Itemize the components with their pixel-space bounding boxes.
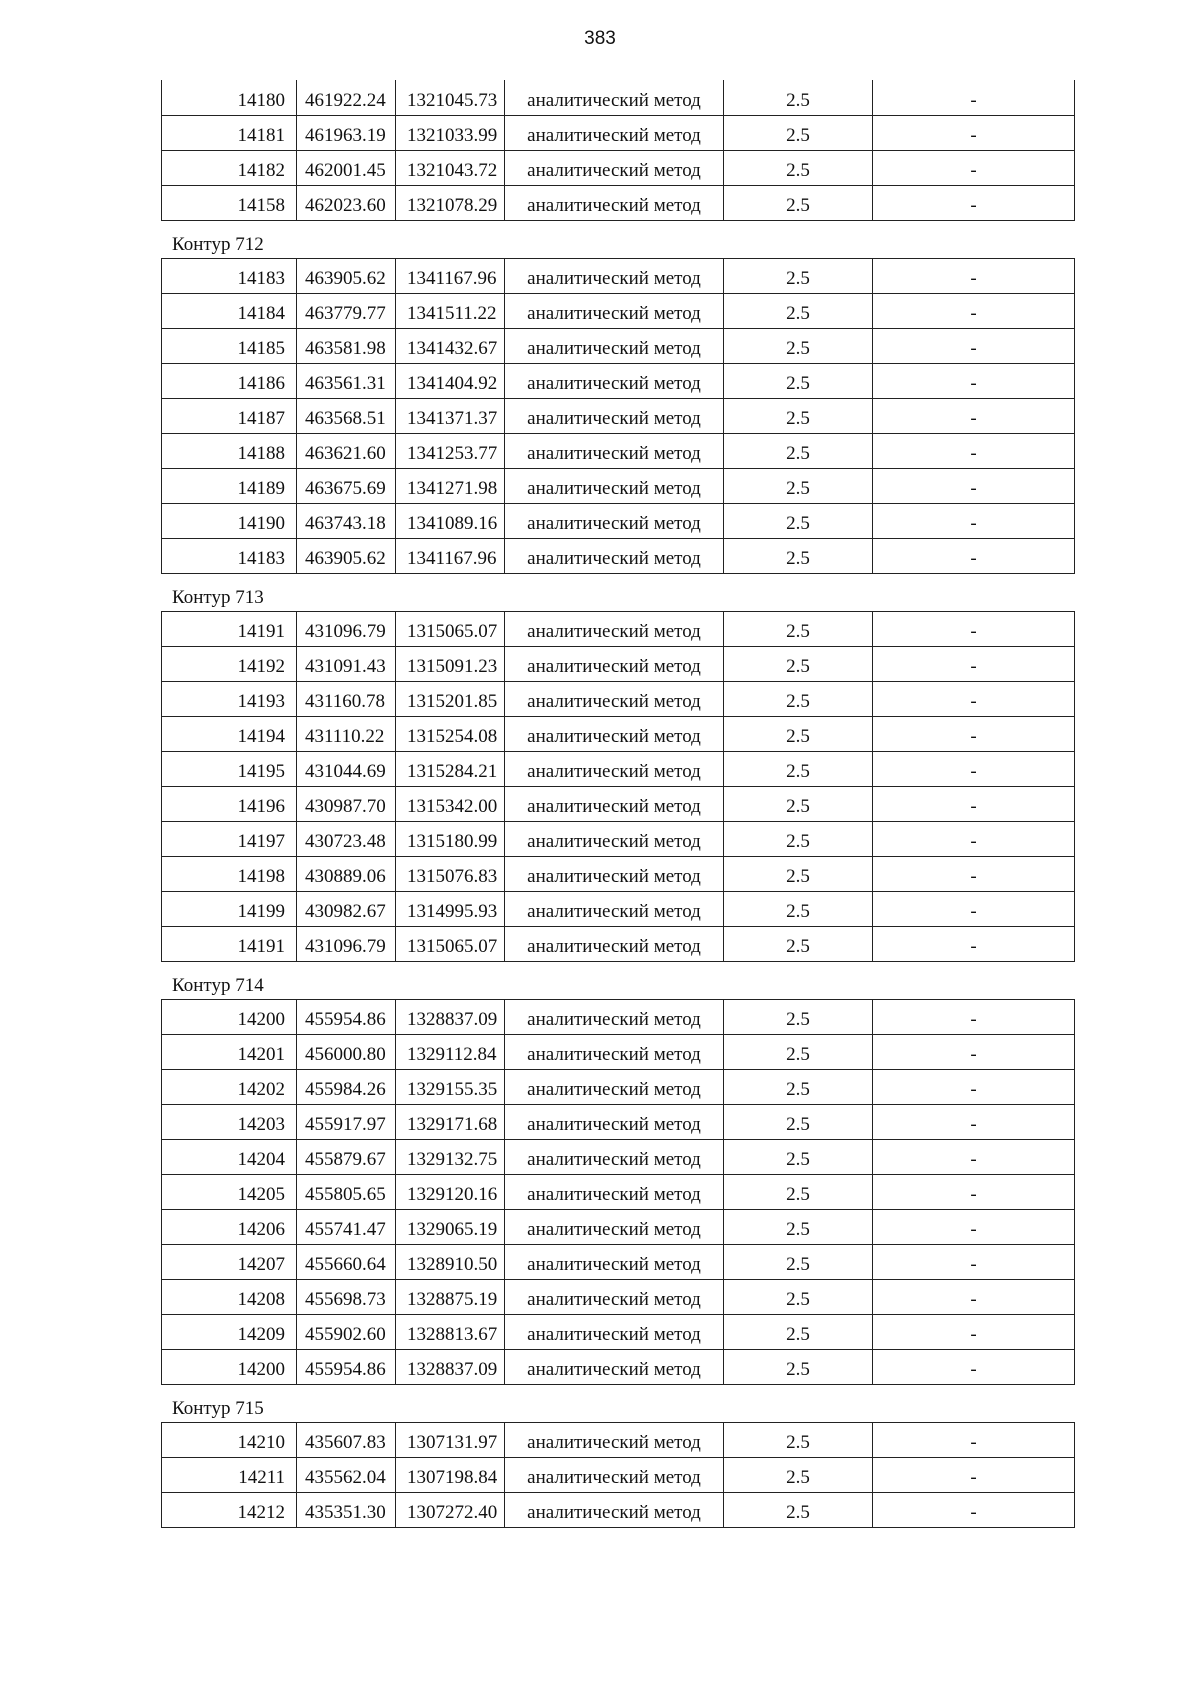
- method-cell: аналитический метод: [505, 927, 724, 962]
- note-cell: -: [873, 294, 1075, 329]
- accuracy-cell: 2.5: [724, 892, 873, 927]
- table-row: [162, 1105, 1075, 1140]
- note-cell: -: [873, 434, 1075, 469]
- accuracy-cell: 2.5: [724, 1000, 873, 1035]
- x-coordinate-cell: 455954.86: [297, 1000, 396, 1035]
- coordinates-table: [161, 258, 1075, 574]
- note-cell: -: [873, 752, 1075, 787]
- x-coordinate-cell: 455954.86: [297, 1350, 396, 1385]
- x-coordinate-cell: 431096.79: [297, 612, 396, 647]
- method-cell: аналитический метод: [505, 1035, 724, 1070]
- accuracy-cell: 2.5: [724, 1035, 873, 1070]
- y-coordinate-cell: 1315065.07: [396, 612, 505, 647]
- accuracy-cell: 2.5: [724, 1140, 873, 1175]
- x-coordinate-cell: 455902.60: [297, 1315, 396, 1350]
- y-coordinate-cell: 1315284.21: [396, 752, 505, 787]
- note-cell: -: [873, 717, 1075, 752]
- x-coordinate-cell: 456000.80: [297, 1035, 396, 1070]
- note-cell: -: [873, 259, 1075, 294]
- method-cell: аналитический метод: [505, 294, 724, 329]
- note-cell: -: [873, 1035, 1075, 1070]
- point-number-cell: 14200: [162, 1350, 297, 1385]
- point-number-cell: 14195: [162, 752, 297, 787]
- accuracy-cell: 2.5: [724, 857, 873, 892]
- coordinates-table: [161, 611, 1075, 962]
- method-cell: аналитический метод: [505, 539, 724, 574]
- note-cell: -: [873, 787, 1075, 822]
- table-row: [162, 717, 1075, 752]
- y-coordinate-cell: 1328837.09: [396, 1000, 505, 1035]
- accuracy-cell: 2.5: [724, 504, 873, 539]
- y-coordinate-cell: 1314995.93: [396, 892, 505, 927]
- y-coordinate-cell: 1329155.35: [396, 1070, 505, 1105]
- method-cell: аналитический метод: [505, 822, 724, 857]
- method-cell: аналитический метод: [505, 1280, 724, 1315]
- accuracy-cell: 2.5: [724, 1315, 873, 1350]
- note-cell: -: [873, 1245, 1075, 1280]
- point-number-cell: 14182: [162, 151, 297, 186]
- y-coordinate-cell: 1307131.97: [396, 1423, 505, 1458]
- point-number-cell: 14189: [162, 469, 297, 504]
- table-row: [162, 1423, 1075, 1458]
- table-row: [162, 927, 1075, 962]
- point-number-cell: 14183: [162, 539, 297, 574]
- y-coordinate-cell: 1341511.22: [396, 294, 505, 329]
- table-row: [162, 1315, 1075, 1350]
- point-number-cell: 14187: [162, 399, 297, 434]
- table-row: [162, 469, 1075, 504]
- x-coordinate-cell: 461963.19: [297, 116, 396, 151]
- note-cell: -: [873, 1000, 1075, 1035]
- note-cell: -: [873, 1070, 1075, 1105]
- accuracy-cell: 2.5: [724, 434, 873, 469]
- accuracy-cell: 2.5: [724, 1423, 873, 1458]
- table-row: [162, 504, 1075, 539]
- accuracy-cell: 2.5: [724, 186, 873, 221]
- note-cell: -: [873, 469, 1075, 504]
- note-cell: -: [873, 116, 1075, 151]
- x-coordinate-cell: 435351.30: [297, 1493, 396, 1528]
- y-coordinate-cell: 1315091.23: [396, 647, 505, 682]
- x-coordinate-cell: 463675.69: [297, 469, 396, 504]
- point-number-cell: 14191: [162, 612, 297, 647]
- contour-label: Контур 714: [172, 975, 264, 996]
- note-cell: -: [873, 1423, 1075, 1458]
- note-cell: -: [873, 504, 1075, 539]
- method-cell: аналитический метод: [505, 1493, 724, 1528]
- point-number-cell: 14200: [162, 1000, 297, 1035]
- y-coordinate-cell: 1328910.50: [396, 1245, 505, 1280]
- x-coordinate-cell: 461922.24: [297, 80, 396, 116]
- accuracy-cell: 2.5: [724, 151, 873, 186]
- table-row: [162, 1350, 1075, 1385]
- x-coordinate-cell: 455660.64: [297, 1245, 396, 1280]
- accuracy-cell: 2.5: [724, 1245, 873, 1280]
- table-row: [162, 434, 1075, 469]
- table-row: [162, 787, 1075, 822]
- accuracy-cell: 2.5: [724, 399, 873, 434]
- point-number-cell: 14207: [162, 1245, 297, 1280]
- y-coordinate-cell: 1307198.84: [396, 1458, 505, 1493]
- note-cell: -: [873, 329, 1075, 364]
- y-coordinate-cell: 1341167.96: [396, 539, 505, 574]
- y-coordinate-cell: 1321033.99: [396, 116, 505, 151]
- table-row: [162, 329, 1075, 364]
- method-cell: аналитический метод: [505, 259, 724, 294]
- accuracy-cell: 2.5: [724, 116, 873, 151]
- point-number-cell: 14208: [162, 1280, 297, 1315]
- accuracy-cell: 2.5: [724, 612, 873, 647]
- method-cell: аналитический метод: [505, 752, 724, 787]
- table-row: [162, 259, 1075, 294]
- note-cell: -: [873, 1350, 1075, 1385]
- point-number-cell: 14185: [162, 329, 297, 364]
- accuracy-cell: 2.5: [724, 80, 873, 116]
- note-cell: -: [873, 1315, 1075, 1350]
- table-row: [162, 116, 1075, 151]
- y-coordinate-cell: 1329171.68: [396, 1105, 505, 1140]
- note-cell: -: [873, 364, 1075, 399]
- x-coordinate-cell: 455879.67: [297, 1140, 396, 1175]
- point-number-cell: 14201: [162, 1035, 297, 1070]
- table-row: [162, 1245, 1075, 1280]
- y-coordinate-cell: 1329065.19: [396, 1210, 505, 1245]
- method-cell: аналитический метод: [505, 1350, 724, 1385]
- point-number-cell: 14181: [162, 116, 297, 151]
- point-number-cell: 14192: [162, 647, 297, 682]
- table-row: [162, 1175, 1075, 1210]
- point-number-cell: 14191: [162, 927, 297, 962]
- table-row: [162, 822, 1075, 857]
- x-coordinate-cell: 430987.70: [297, 787, 396, 822]
- point-number-cell: 14198: [162, 857, 297, 892]
- method-cell: аналитический метод: [505, 434, 724, 469]
- accuracy-cell: 2.5: [724, 1493, 873, 1528]
- y-coordinate-cell: 1328875.19: [396, 1280, 505, 1315]
- y-coordinate-cell: 1341089.16: [396, 504, 505, 539]
- table-row: [162, 399, 1075, 434]
- note-cell: -: [873, 822, 1075, 857]
- y-coordinate-cell: 1329112.84: [396, 1035, 505, 1070]
- point-number-cell: 14183: [162, 259, 297, 294]
- y-coordinate-cell: 1321045.73: [396, 80, 505, 116]
- point-number-cell: 14186: [162, 364, 297, 399]
- accuracy-cell: 2.5: [724, 329, 873, 364]
- method-cell: аналитический метод: [505, 1105, 724, 1140]
- method-cell: аналитический метод: [505, 1245, 724, 1280]
- y-coordinate-cell: 1328837.09: [396, 1350, 505, 1385]
- note-cell: -: [873, 1175, 1075, 1210]
- method-cell: аналитический метод: [505, 1423, 724, 1458]
- x-coordinate-cell: 463581.98: [297, 329, 396, 364]
- y-coordinate-cell: 1341167.96: [396, 259, 505, 294]
- table-row: [162, 186, 1075, 221]
- note-cell: -: [873, 1210, 1075, 1245]
- method-cell: аналитический метод: [505, 80, 724, 116]
- point-number-cell: 14212: [162, 1493, 297, 1528]
- table-row: [162, 364, 1075, 399]
- table-row: [162, 1493, 1075, 1528]
- accuracy-cell: 2.5: [724, 1175, 873, 1210]
- y-coordinate-cell: 1329120.16: [396, 1175, 505, 1210]
- table-row: [162, 647, 1075, 682]
- accuracy-cell: 2.5: [724, 927, 873, 962]
- x-coordinate-cell: 463905.62: [297, 539, 396, 574]
- point-number-cell: 14204: [162, 1140, 297, 1175]
- point-number-cell: 14206: [162, 1210, 297, 1245]
- note-cell: -: [873, 857, 1075, 892]
- x-coordinate-cell: 431096.79: [297, 927, 396, 962]
- method-cell: аналитический метод: [505, 612, 724, 647]
- accuracy-cell: 2.5: [724, 1458, 873, 1493]
- point-number-cell: 14194: [162, 717, 297, 752]
- accuracy-cell: 2.5: [724, 539, 873, 574]
- method-cell: аналитический метод: [505, 504, 724, 539]
- note-cell: -: [873, 1493, 1075, 1528]
- point-number-cell: 14202: [162, 1070, 297, 1105]
- table-row: [162, 1035, 1075, 1070]
- note-cell: -: [873, 80, 1075, 116]
- note-cell: -: [873, 1140, 1075, 1175]
- method-cell: аналитический метод: [505, 647, 724, 682]
- table-row: [162, 80, 1075, 116]
- x-coordinate-cell: 430982.67: [297, 892, 396, 927]
- x-coordinate-cell: 435607.83: [297, 1423, 396, 1458]
- y-coordinate-cell: 1315342.00: [396, 787, 505, 822]
- method-cell: аналитический метод: [505, 151, 724, 186]
- y-coordinate-cell: 1321078.29: [396, 186, 505, 221]
- point-number-cell: 14209: [162, 1315, 297, 1350]
- note-cell: -: [873, 1458, 1075, 1493]
- method-cell: аналитический метод: [505, 1458, 724, 1493]
- note-cell: -: [873, 927, 1075, 962]
- method-cell: аналитический метод: [505, 1175, 724, 1210]
- method-cell: аналитический метод: [505, 116, 724, 151]
- coordinates-document: [161, 80, 1075, 1528]
- table-row: [162, 612, 1075, 647]
- y-coordinate-cell: 1341271.98: [396, 469, 505, 504]
- accuracy-cell: 2.5: [724, 787, 873, 822]
- y-coordinate-cell: 1315254.08: [396, 717, 505, 752]
- method-cell: аналитический метод: [505, 329, 724, 364]
- note-cell: -: [873, 399, 1075, 434]
- page-number: 383: [584, 28, 616, 49]
- method-cell: аналитический метод: [505, 1315, 724, 1350]
- table-row: [162, 539, 1075, 574]
- method-cell: аналитический метод: [505, 717, 724, 752]
- method-cell: аналитический метод: [505, 186, 724, 221]
- table-row: [162, 151, 1075, 186]
- method-cell: аналитический метод: [505, 682, 724, 717]
- x-coordinate-cell: 430889.06: [297, 857, 396, 892]
- x-coordinate-cell: 462023.60: [297, 186, 396, 221]
- x-coordinate-cell: 463621.60: [297, 434, 396, 469]
- x-coordinate-cell: 431044.69: [297, 752, 396, 787]
- table-row: [162, 1070, 1075, 1105]
- point-number-cell: 14184: [162, 294, 297, 329]
- note-cell: -: [873, 612, 1075, 647]
- y-coordinate-cell: 1341371.37: [396, 399, 505, 434]
- x-coordinate-cell: 430723.48: [297, 822, 396, 857]
- x-coordinate-cell: 463568.51: [297, 399, 396, 434]
- point-number-cell: 14211: [162, 1458, 297, 1493]
- contour-label: Контур 713: [172, 587, 264, 608]
- x-coordinate-cell: 455805.65: [297, 1175, 396, 1210]
- table-row: [162, 857, 1075, 892]
- point-number-cell: 14188: [162, 434, 297, 469]
- note-cell: -: [873, 186, 1075, 221]
- method-cell: аналитический метод: [505, 1070, 724, 1105]
- x-coordinate-cell: 431110.22: [297, 717, 396, 752]
- y-coordinate-cell: 1315180.99: [396, 822, 505, 857]
- method-cell: аналитический метод: [505, 787, 724, 822]
- x-coordinate-cell: 435562.04: [297, 1458, 396, 1493]
- y-coordinate-cell: 1341432.67: [396, 329, 505, 364]
- method-cell: аналитический метод: [505, 1210, 724, 1245]
- accuracy-cell: 2.5: [724, 259, 873, 294]
- y-coordinate-cell: 1341404.92: [396, 364, 505, 399]
- accuracy-cell: 2.5: [724, 1280, 873, 1315]
- x-coordinate-cell: 463743.18: [297, 504, 396, 539]
- method-cell: аналитический метод: [505, 469, 724, 504]
- y-coordinate-cell: 1315076.83: [396, 857, 505, 892]
- y-coordinate-cell: 1328813.67: [396, 1315, 505, 1350]
- x-coordinate-cell: 455917.97: [297, 1105, 396, 1140]
- accuracy-cell: 2.5: [724, 717, 873, 752]
- coordinates-table: [161, 80, 1075, 221]
- accuracy-cell: 2.5: [724, 469, 873, 504]
- x-coordinate-cell: 462001.45: [297, 151, 396, 186]
- point-number-cell: 14180: [162, 80, 297, 116]
- note-cell: -: [873, 647, 1075, 682]
- point-number-cell: 14205: [162, 1175, 297, 1210]
- accuracy-cell: 2.5: [724, 1105, 873, 1140]
- table-row: [162, 752, 1075, 787]
- method-cell: аналитический метод: [505, 364, 724, 399]
- accuracy-cell: 2.5: [724, 752, 873, 787]
- accuracy-cell: 2.5: [724, 1350, 873, 1385]
- coordinates-table: [161, 999, 1075, 1385]
- y-coordinate-cell: 1341253.77: [396, 434, 505, 469]
- point-number-cell: 14199: [162, 892, 297, 927]
- note-cell: -: [873, 151, 1075, 186]
- accuracy-cell: 2.5: [724, 682, 873, 717]
- note-cell: -: [873, 1105, 1075, 1140]
- point-number-cell: 14158: [162, 186, 297, 221]
- contour-label: Контур 712: [172, 234, 264, 255]
- x-coordinate-cell: 431160.78: [297, 682, 396, 717]
- accuracy-cell: 2.5: [724, 1070, 873, 1105]
- y-coordinate-cell: 1321043.72: [396, 151, 505, 186]
- table-row: [162, 1000, 1075, 1035]
- x-coordinate-cell: 431091.43: [297, 647, 396, 682]
- point-number-cell: 14210: [162, 1423, 297, 1458]
- table-row: [162, 294, 1075, 329]
- note-cell: -: [873, 1280, 1075, 1315]
- x-coordinate-cell: 463905.62: [297, 259, 396, 294]
- table-row: [162, 1210, 1075, 1245]
- table-row: [162, 892, 1075, 927]
- note-cell: -: [873, 892, 1075, 927]
- table-row: [162, 1458, 1075, 1493]
- method-cell: аналитический метод: [505, 857, 724, 892]
- x-coordinate-cell: 463561.31: [297, 364, 396, 399]
- x-coordinate-cell: 463779.77: [297, 294, 396, 329]
- accuracy-cell: 2.5: [724, 364, 873, 399]
- coordinates-table: [161, 1422, 1075, 1528]
- x-coordinate-cell: 455741.47: [297, 1210, 396, 1245]
- contour-label: Контур 715: [172, 1398, 264, 1419]
- method-cell: аналитический метод: [505, 1140, 724, 1175]
- table-row: [162, 682, 1075, 717]
- method-cell: аналитический метод: [505, 1000, 724, 1035]
- point-number-cell: 14193: [162, 682, 297, 717]
- point-number-cell: 14197: [162, 822, 297, 857]
- accuracy-cell: 2.5: [724, 647, 873, 682]
- method-cell: аналитический метод: [505, 892, 724, 927]
- y-coordinate-cell: 1315065.07: [396, 927, 505, 962]
- accuracy-cell: 2.5: [724, 822, 873, 857]
- note-cell: -: [873, 539, 1075, 574]
- point-number-cell: 14203: [162, 1105, 297, 1140]
- point-number-cell: 14190: [162, 504, 297, 539]
- table-row: [162, 1140, 1075, 1175]
- x-coordinate-cell: 455698.73: [297, 1280, 396, 1315]
- accuracy-cell: 2.5: [724, 1210, 873, 1245]
- method-cell: аналитический метод: [505, 399, 724, 434]
- point-number-cell: 14196: [162, 787, 297, 822]
- accuracy-cell: 2.5: [724, 294, 873, 329]
- x-coordinate-cell: 455984.26: [297, 1070, 396, 1105]
- y-coordinate-cell: 1307272.40: [396, 1493, 505, 1528]
- note-cell: -: [873, 682, 1075, 717]
- y-coordinate-cell: 1315201.85: [396, 682, 505, 717]
- table-row: [162, 1280, 1075, 1315]
- y-coordinate-cell: 1329132.75: [396, 1140, 505, 1175]
